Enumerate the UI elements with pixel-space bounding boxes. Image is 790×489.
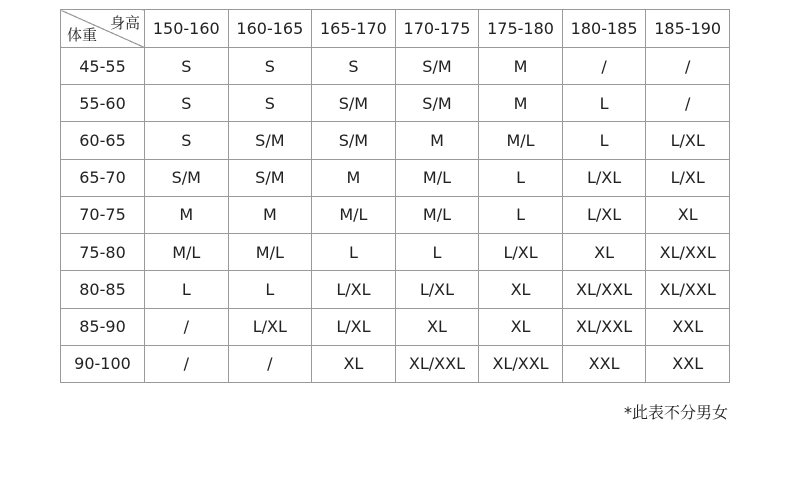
- size-cell: M/L: [145, 234, 229, 271]
- corner-header-cell: [61, 10, 145, 48]
- size-cell: /: [646, 85, 730, 122]
- size-cell: L: [228, 271, 312, 308]
- size-cell: M/L: [479, 122, 563, 159]
- size-cell: L/XL: [312, 271, 396, 308]
- size-cell: XL: [646, 196, 730, 233]
- size-cell: L/XL: [479, 234, 563, 271]
- header-row: [61, 10, 730, 48]
- size-cell: S: [228, 85, 312, 122]
- size-cell: S/M: [395, 85, 479, 122]
- size-cell: S/M: [145, 159, 229, 196]
- table-row: [61, 345, 730, 382]
- size-cell: S: [145, 85, 229, 122]
- weight-range-cell: 75-80: [61, 234, 145, 271]
- size-cell: XL: [312, 345, 396, 382]
- size-cell: /: [145, 345, 229, 382]
- table-row: [61, 308, 730, 345]
- size-cell: XL/XXL: [479, 345, 563, 382]
- footnote: *此表不分男女: [623, 403, 728, 422]
- table-row: [61, 234, 730, 271]
- size-cell: M: [479, 85, 563, 122]
- height-range-header: 175-180: [479, 10, 563, 48]
- size-cell: /: [646, 48, 730, 85]
- size-cell: XXL: [646, 308, 730, 345]
- size-cell: L: [145, 271, 229, 308]
- height-axis-label: 身高: [109, 14, 140, 32]
- size-cell: XL/XXL: [562, 308, 646, 345]
- size-cell: XL: [395, 308, 479, 345]
- size-cell: /: [562, 48, 646, 85]
- size-cell: XL: [562, 234, 646, 271]
- weight-range-cell: 60-65: [61, 122, 145, 159]
- height-range-header: 160-165: [228, 10, 312, 48]
- size-cell: M/L: [228, 234, 312, 271]
- height-range-header: 170-175: [395, 10, 479, 48]
- height-range-header: 150-160: [145, 10, 229, 48]
- weight-range-cell: 85-90: [61, 308, 145, 345]
- size-cell: /: [228, 345, 312, 382]
- weight-range-cell: 70-75: [61, 196, 145, 233]
- size-cell: XXL: [646, 345, 730, 382]
- size-cell: XL: [479, 271, 563, 308]
- size-cell: S/M: [312, 85, 396, 122]
- size-cell: /: [145, 308, 229, 345]
- size-cell: M/L: [395, 159, 479, 196]
- size-cell: L: [479, 196, 563, 233]
- size-cell: XL/XXL: [562, 271, 646, 308]
- size-cell: S: [145, 48, 229, 85]
- weight-range-cell: 90-100: [61, 345, 145, 382]
- size-cell: S/M: [228, 122, 312, 159]
- size-cell: L/XL: [562, 159, 646, 196]
- size-cell: M/L: [312, 196, 396, 233]
- table-row: [61, 85, 730, 122]
- size-cell: L/XL: [312, 308, 396, 345]
- size-cell: L: [312, 234, 396, 271]
- size-cell: S/M: [312, 122, 396, 159]
- size-cell: M: [312, 159, 396, 196]
- size-cell: XL/XXL: [395, 345, 479, 382]
- size-cell: XL/XXL: [646, 234, 730, 271]
- height-range-header: 180-185: [562, 10, 646, 48]
- size-cell: L/XL: [395, 271, 479, 308]
- size-cell: S: [145, 122, 229, 159]
- weight-axis-label: 体重: [67, 26, 98, 44]
- size-cell: M: [145, 196, 229, 233]
- weight-range-cell: 80-85: [61, 271, 145, 308]
- size-cell: L: [562, 85, 646, 122]
- size-cell: L/XL: [562, 196, 646, 233]
- weight-range-cell: 55-60: [61, 85, 145, 122]
- size-cell: S/M: [228, 159, 312, 196]
- size-cell: XXL: [562, 345, 646, 382]
- size-cell: M: [395, 122, 479, 159]
- height-range-header: 165-170: [312, 10, 396, 48]
- size-cell: S/M: [395, 48, 479, 85]
- size-cell: XL/XXL: [646, 271, 730, 308]
- size-cell: L: [562, 122, 646, 159]
- size-cell: M/L: [395, 196, 479, 233]
- table-row: [61, 122, 730, 159]
- weight-range-cell: 65-70: [61, 159, 145, 196]
- table-row: [61, 159, 730, 196]
- table-row: [61, 48, 730, 85]
- table-row: [61, 196, 730, 233]
- size-cell: S: [228, 48, 312, 85]
- size-cell: M: [479, 48, 563, 85]
- size-cell: L: [395, 234, 479, 271]
- weight-range-cell: 45-55: [61, 48, 145, 85]
- size-chart-table: [60, 9, 730, 383]
- size-cell: L/XL: [646, 122, 730, 159]
- size-cell: XL: [479, 308, 563, 345]
- size-cell: L/XL: [228, 308, 312, 345]
- size-cell: L: [479, 159, 563, 196]
- table-row: [61, 271, 730, 308]
- size-cell: S: [312, 48, 396, 85]
- height-range-header: 185-190: [646, 10, 730, 48]
- size-cell: M: [228, 196, 312, 233]
- size-cell: L/XL: [646, 159, 730, 196]
